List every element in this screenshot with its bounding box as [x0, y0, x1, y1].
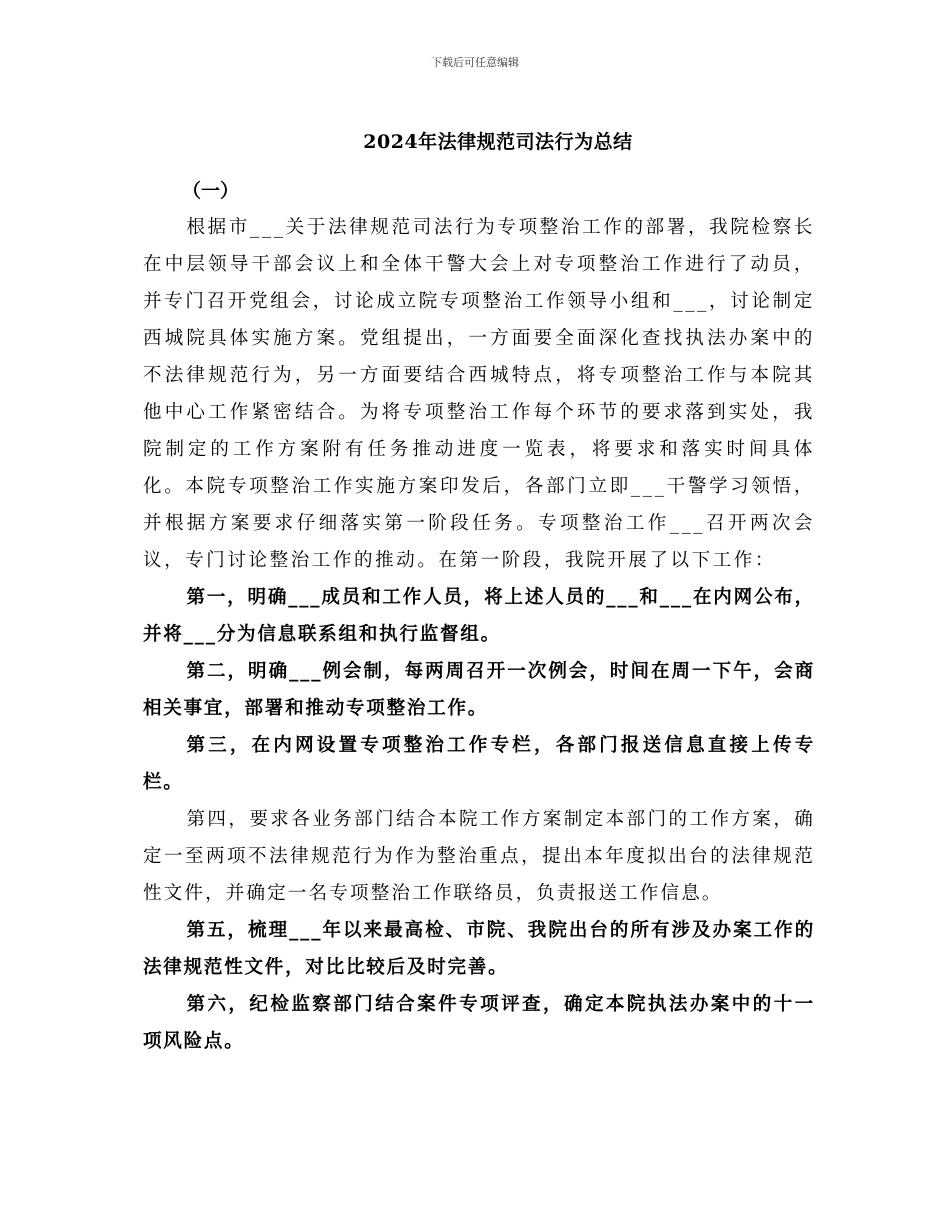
body-paragraph-7: 第六，纪检监察部门结合案件专项评查，确定本院执法办案中的十一项风险点。 [143, 994, 815, 1052]
body-paragraph-4: 第三，在内网设置专项整治工作专栏，各部门报送信息直接上传专栏。 [143, 735, 815, 793]
page-header-note: 下载后可任意编辑 [431, 56, 519, 69]
document-body [143, 209, 815, 1060]
body-paragraph-5: 第四，要求各业务部门结合本院工作方案制定本部门的工作方案，确定一至两项不法律规范行为作为整治重点，提出本年度拟出台的法律规范性文件，并确定一名专项整治工作联络员，负责报送工作信息。 [143, 809, 815, 904]
body-paragraph-1: 根据市___关于法律规范司法行为专项整治工作的部署，我院检察长在中层领导干部会议上和全体干警大会上对专项整治工作进行了动员，并专门召开党组会，讨论成立院专项整治工作领导小组和___，讨论制定西城院具体实施方案。党组提出，一方面要全面深化查找执法办案中的不法律规范行为，另一方面要结合西城特点，将专项整治工作与本院其他中心工作紧密结合。为将专项整治工作每个环节的要求落到实处，我院制定的工作方案附有任务推动进度一览表，将要求和落实时间具体化。本院专项整治工作实施方案印发后，各部门立即___干警学习领悟，并根据方案要求仔细落实第一阶段任务。专项整治工作___召开两次会议，专门讨论整治工作的推动。在第一阶段，我院开展了以下工作： [143, 217, 815, 571]
section-label: （一） [182, 180, 240, 202]
body-paragraph-2: 第一，明确___成员和工作人员，将上述人员的___和___在内网公布，并将___分为信息联系组和执行监督组。 [143, 587, 815, 645]
body-paragraph-6: 第五，梳理___年以来最高检、市院、我院出台的所有涉及办案工作的法律规范性文件，对比比较后及时完善。 [143, 920, 815, 978]
body-paragraph-3: 第二，明确___例会制，每两周召开一次例会，时间在周一下午，会商相关事宜，部署和推动专项整治工作。 [143, 661, 815, 719]
document-title: 2024年法律规范司法行为总结 [363, 131, 633, 153]
